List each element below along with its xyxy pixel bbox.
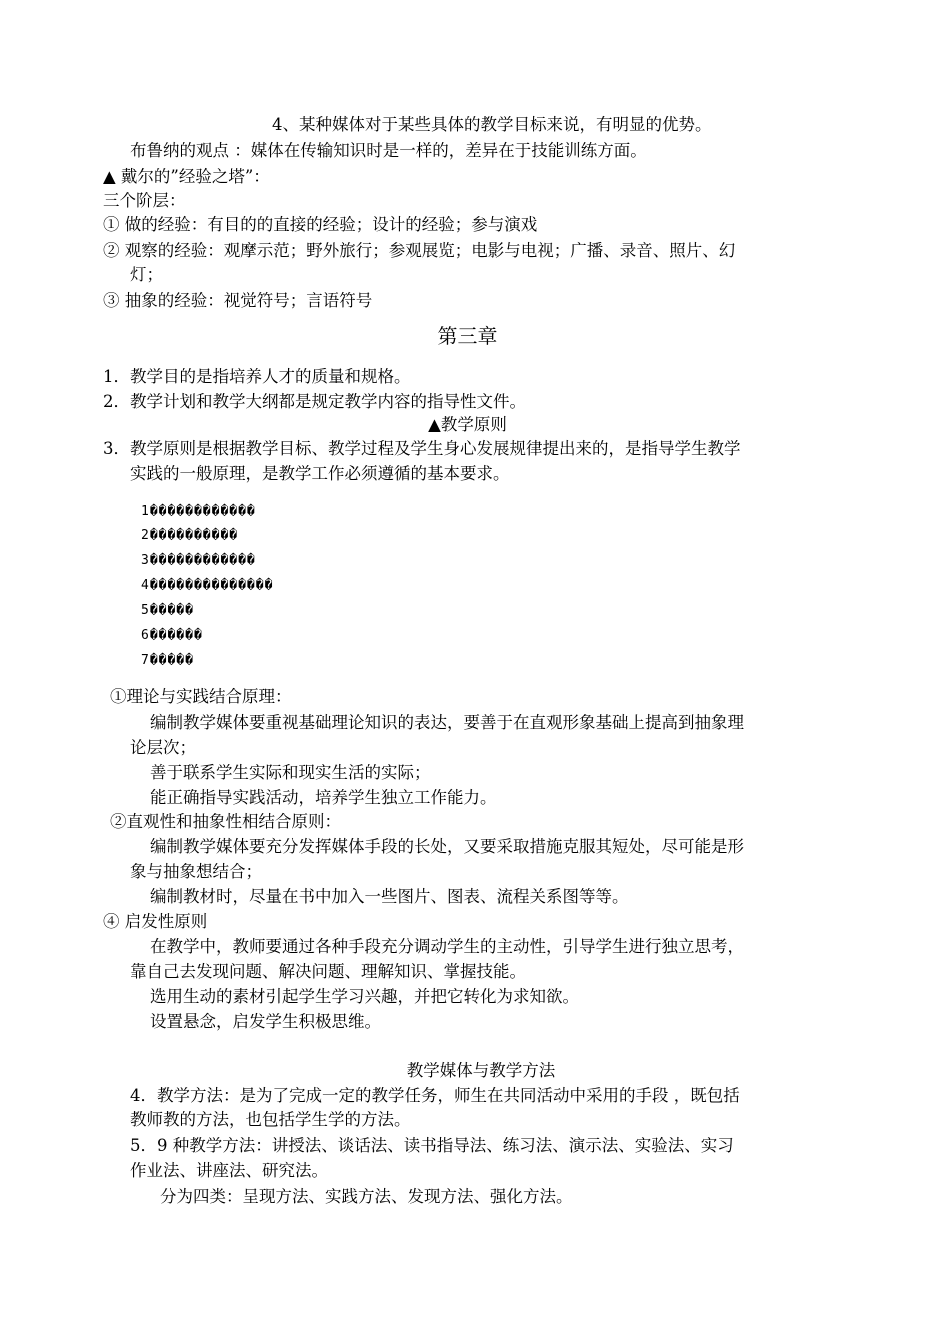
garbled-item-6: 6������ [141,628,203,643]
list-item-1: 1．教学目的是指培养人才的质量和规格。 [103,367,411,386]
methods-heading: 教学媒体与教学方法 [406,1061,556,1080]
media-advantage-line: 4、某种媒体对于某些具体的教学目标来说，有明显的优势。 [272,115,712,134]
principles-heading: ▲教学原则 [428,415,507,434]
list-item-5-cont: 作业法、讲座法、研究法。 [130,1161,328,1180]
garbled-item-5: 5����� [141,603,194,618]
principle-4-line-4: 设置悬念，启发学生积极思维。 [150,1012,381,1031]
layer-observing: ② 观察的经验：观摩示范；野外旅行；参观展览；电影与电视；广播、录音、照片、幻 [103,241,736,260]
three-layers-label: 三个阶层： [103,191,186,210]
list-item-5: 5．9 种教学方法：讲授法、谈话法、读书指导法、练习法、演示法、实验法、实习 [130,1136,734,1155]
list-item-3-cont: 实践的一般原理，是教学工作必须遵循的基本要求。 [130,464,510,483]
garbled-item-1: 1������������ [141,504,256,519]
garbled-item-2: 2���������� [141,528,239,543]
principle-4-line-1: 在教学中，教师要通过各种手段充分调动学生的主动性，引导学生进行独立思考， [150,937,744,956]
principle-2-line-3: 编制教材时，尽量在书中加入一些图片、图表、流程关系图等等。 [150,887,629,906]
garbled-item-7: 7����� [141,653,194,668]
principle-1-line-4: 能正确指导实践活动，培养学生独立工作能力。 [150,788,497,807]
principle-4-line-3: 选用生动的素材引起学生学习兴趣，并把它转化为求知欲。 [150,987,579,1006]
list-item-2: 2．教学计划和教学大纲都是规定教学内容的指导性文件。 [103,392,526,411]
layer-abstract: ③ 抽象的经验：视觉符号；言语符号 [103,291,373,310]
four-categories-line: 分为四类：呈现方法、实践方法、发现方法、强化方法。 [160,1187,573,1206]
principle-1-line-2: 论层次； [130,738,196,757]
garbled-item-3: 3������������ [141,553,256,568]
layer-observing-cont: 灯； [130,265,163,284]
garbled-item-4: 4�������������� [141,578,274,593]
list-item-3: 3．教学原则是根据教学目标、教学过程及学生身心发展规律提出来的，是指导学生教学 [103,439,741,458]
list-item-4: 4．教学方法：是为了完成一定的教学任务，师生在共同活动中采用的手段 ，既包括 [130,1086,740,1105]
principle-2-line-2: 象与抽象想结合； [130,862,262,881]
principle-2-line-1: 编制教学媒体要充分发挥媒体手段的长处，又要采取措施克服其短处，尽可能是形 [150,837,744,856]
dale-cone-heading: ▲ 戴尔的”经验之塔”： [103,167,270,186]
layer-doing: ① 做的经验：有目的的直接的经验；设计的经验；参与演戏 [103,215,538,234]
principle-1-line-1: 编制教学媒体要重视基础理论知识的表达，要善于在直观形象基础上提高到抽象理 [150,713,744,732]
principle-4-line-2: 靠自己去发现问题、解决问题、理解知识、掌握技能。 [130,962,526,981]
principle-1-title: ①理论与实践结合原理： [110,687,292,706]
list-item-4-cont: 教师教的方法，也包括学生学的方法。 [130,1110,411,1129]
principle-2-title: ②直观性和抽象性相结合原则： [110,812,341,831]
principle-4-title: ④ 启发性原则 [103,912,208,931]
bruner-view-line: 布鲁纳的观点 ：媒体在传输知识时是一样的，差异在于技能训练方面。 [130,141,647,160]
chapter-title: 第三章 [437,324,498,348]
principle-1-line-3: 善于联系学生实际和现实生活的实际； [150,763,431,782]
